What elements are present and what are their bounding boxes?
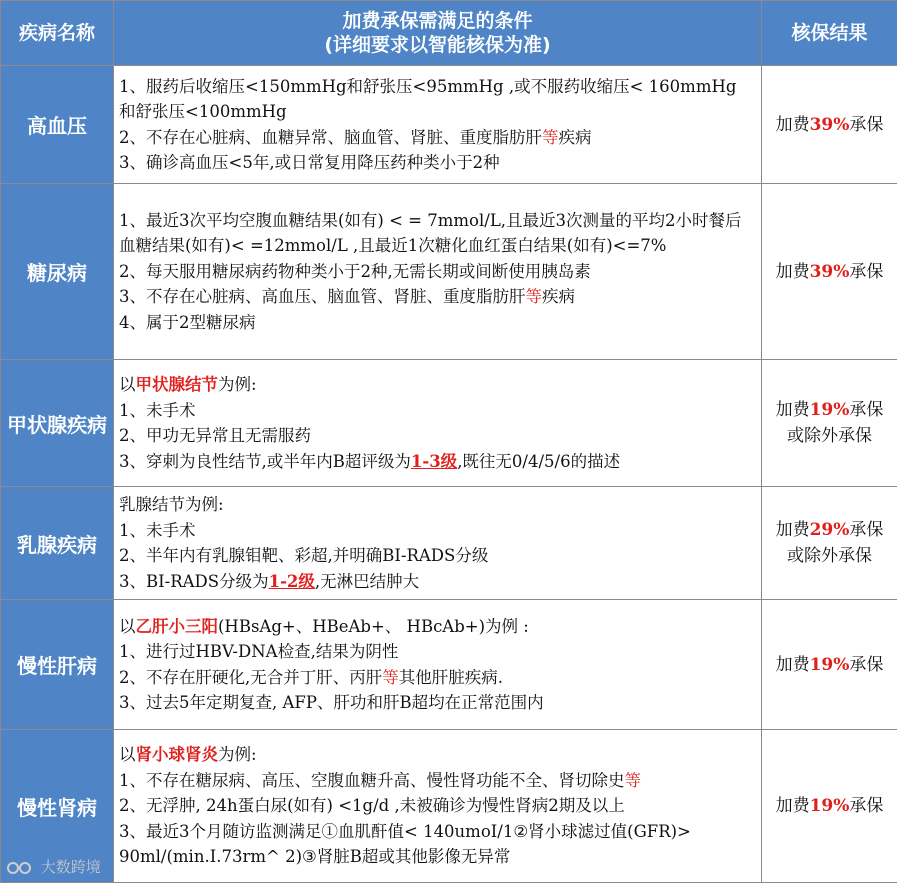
conditions-cell [114,184,762,360]
underwriting-result [762,360,897,487]
condition-line: 3、穿刺为良性结节,或半年内B超评级为1-3级,既往无0/4/5/6的描述 [119,451,621,471]
surcharge-rate: 19% [809,654,850,675]
disease-name: 甲状腺疾病 [1,360,114,487]
surcharge-rate: 29% [809,520,850,540]
table-row [1,487,897,600]
condition-line: 2、不存在心脏病、血糖异常、脑血管、肾脏、重度脂肪肝等疾病 [119,127,592,147]
condition-line: 3、确诊高血压<5年,或日常复用降压药种类小于2种 [119,153,500,172]
watermark [6,856,101,877]
condition-line: 1、不存在糖尿病、高压、空腹血糖升高、慢性肾功能不全、肾切除史等 [119,770,641,790]
condition-line: 4、属于2型糖尿病 [119,312,256,332]
result-line: 加费39%承保 [775,114,884,135]
result-line: 加费19%承保 [775,400,884,420]
condition-line: 3、过去5年定期复查, AFP、肝功和肝B超均在正常范围内 [119,693,544,712]
condition-line: 1、进行过HBV-DNA检查,结果为阴性 [119,642,399,661]
conditions-cell [114,600,762,730]
underwriting-result [762,66,897,184]
result-line: 加费19%承保 [775,796,884,816]
result-line: 加费29%承保 [775,520,884,540]
condition-line: 2、半年内有乳腺钼靶、彩超,并明确BI-RADS分级 [119,546,489,565]
header-result: 核保结果 [762,1,897,66]
condition-line: 2、甲功无异常且无需服药 [119,426,311,445]
underwriting-result [762,730,897,883]
conditions-cell [114,66,762,184]
watermark-text: 大数跨境 [40,858,101,876]
header-conditions [114,1,762,66]
disease-name: 慢性肝病 [1,600,114,730]
underwriting-result [762,600,897,730]
header-conditions-title: 加费承保需满足的条件 [342,10,533,32]
result-line: 加费39%承保 [775,261,884,282]
surcharge-rate: 19% [809,796,850,816]
header-row [1,1,897,66]
condition-line: 以肾小球肾炎为例: [119,745,257,765]
condition-line: 1、未手术 [119,520,196,540]
underwriting-result [762,487,897,600]
disease-name: 慢性肾病 [1,730,114,883]
table-row [1,600,897,730]
table-row [1,184,897,360]
brand-logo-icon [6,860,36,876]
table-row [1,66,897,184]
disease-name: 高血压 [1,66,114,184]
condition-line: 3、不存在心脏病、高血压、脑血管、肾脏、重度脂肪肝等疾病 [119,287,575,307]
table-row [1,360,897,487]
disease-name: 乳腺疾病 [1,487,114,600]
table-row [1,730,897,883]
header-disease-name: 疾病名称 [1,1,114,66]
condition-line: 2、无浮肿, 24h蛋白尿(如有) <1g/d ,未被确诊为慢性肾病2期及以上 [119,796,625,816]
result-line: 或除外承保 [787,426,872,446]
condition-line: 乳腺结节为例: [119,495,224,514]
conditions-cell [114,360,762,487]
surcharge-rate: 19% [809,400,850,420]
surcharge-rate: 39% [809,114,850,135]
condition-line: 3、最近3个月随访监测满足①血肌酐值< 140umoI/1②肾小球滤过值(GFR)> 90ml/(min.I.73rm^ 2)③肾脏B超或其他影像无异常 [119,821,691,867]
conditions-cell [114,730,762,883]
condition-line: 以乙肝小三阳(HBsAg+、HBeAb+、 HBcAb+)为例 : [119,616,529,636]
condition-line: 2、每天服用糖尿病药物种类小于2种,无需长期或间断使用胰岛素 [119,261,591,281]
condition-line: 以甲状腺结节为例: [119,375,257,394]
result-line: 或除外承保 [787,546,872,566]
condition-line: 2、不存在肝硬化,无合并丁肝、丙肝等其他肝脏疾病. [119,667,503,687]
result-line: 加费19%承保 [775,654,884,675]
condition-line: 1、未手术 [119,400,196,420]
disease-name: 糖尿病 [1,184,114,360]
header-conditions-note: (详细要求以智能核保为准) [324,34,551,56]
surcharge-rate: 39% [809,261,850,282]
underwriting-result [762,184,897,360]
condition-line: 1、最近3次平均空腹血糖结果(如有) < = 7mmol/L,且最近3次测量的平均2小时餐后血糖结果(如有)< =12mmol/L ,且最近1次糖化血红蛋白结果(如有)<=7% [119,210,742,256]
conditions-cell [114,487,762,600]
condition-line: 3、BI-RADS分级为1-2级,无淋巴结肿大 [119,571,420,591]
condition-line: 1、服药后收缩压<150mmHg和舒张压<95mmHg ,或不服药收缩压< 160mmHg 和舒张压<100mmHg [119,76,737,121]
